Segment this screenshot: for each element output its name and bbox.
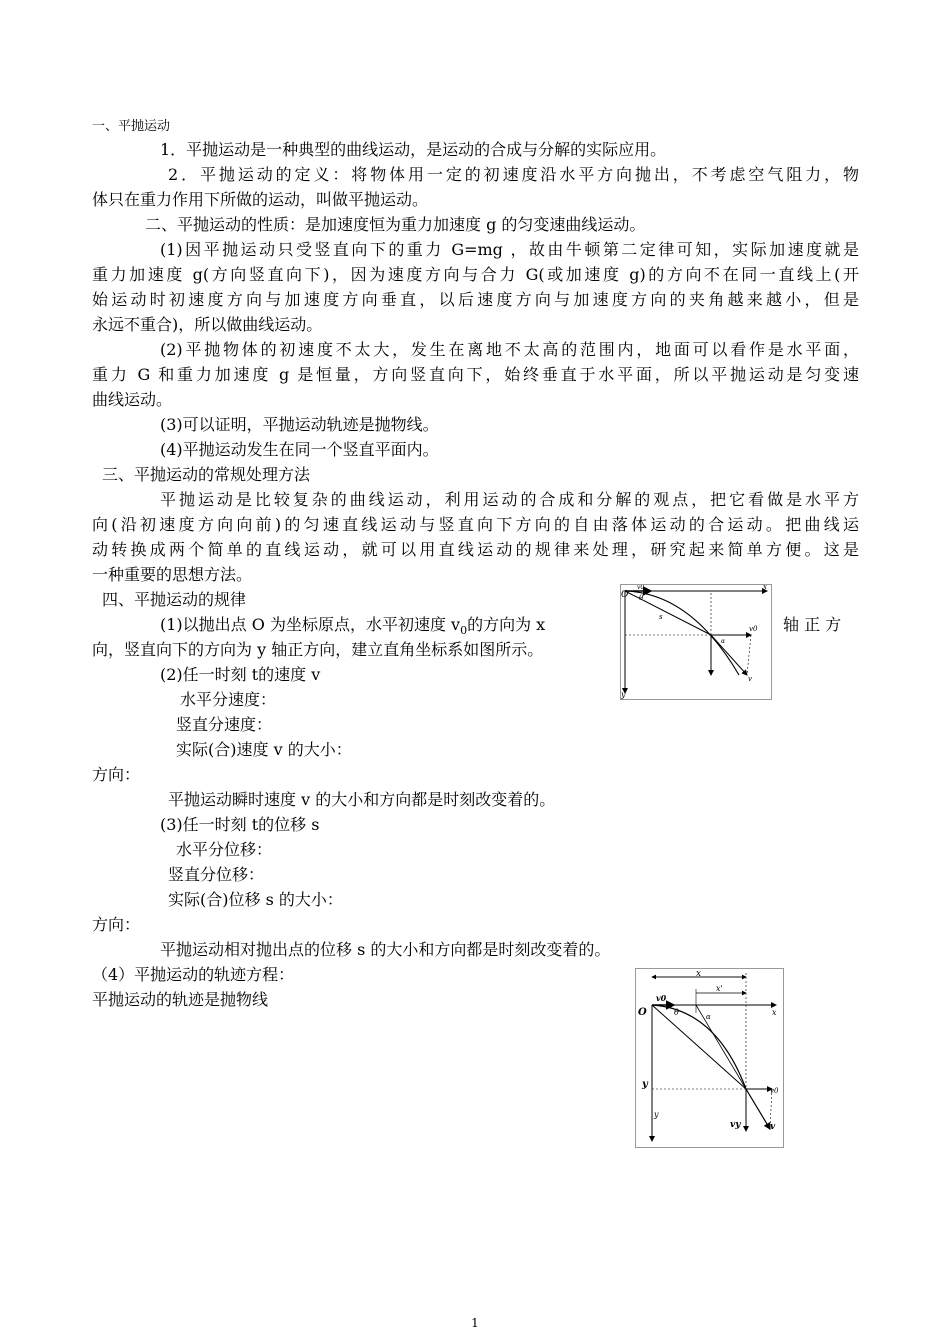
- fig1-dash-diag: [747, 635, 751, 675]
- fig2-label-theta: θ: [674, 1008, 679, 1017]
- fig2-label-y: y: [642, 1079, 648, 1090]
- figure-2-svg: [636, 969, 783, 1147]
- fig2-label-x: x: [696, 969, 702, 979]
- section-3-line-2: 向(沿初速度方向向前)的匀速直线运动与竖直向下方向的自由落体运动的合运动。把曲线运: [92, 515, 859, 534]
- fig2-label-x-axis: x: [772, 1008, 777, 1017]
- rule-2-vertical: 竖直分速度：: [176, 715, 273, 734]
- item-2-line-2: 重力 G 和重力加速度 g 是恒量，方向竖直向下，始终垂直于水平面，所以平抛运动是匀变速: [92, 365, 859, 384]
- fig2-tangent: [696, 1005, 746, 1089]
- fig1-label-s: s: [659, 613, 663, 621]
- item-1-line-1: (1)因平抛运动只受竖直向下的重力 G=mg ，故由牛顿第二定律可知，实际加速度就是: [160, 240, 859, 259]
- rule-3-vertical: 竖直分位移：: [168, 865, 265, 884]
- rule-2-direction: 方向：: [92, 765, 141, 784]
- section-1-title: 一、平抛运动: [92, 119, 171, 134]
- section-3-line-4: 一种重要的思想方法。: [92, 565, 253, 584]
- fig1-label-x: x: [763, 585, 767, 591]
- fig1-label-o: O: [621, 590, 629, 600]
- item-1-line-4: 永远不重合)，所以做曲线运动。: [92, 315, 323, 334]
- fig1-label-y: y: [621, 690, 626, 699]
- fig2-displacement: [652, 1005, 746, 1089]
- fig1-label-v: v: [748, 675, 752, 683]
- rule-3-resultant: 实际(合)位移 s 的大小：: [168, 890, 343, 909]
- rule-4-title: （4）平抛运动的轨迹方程：: [92, 965, 295, 984]
- rule-1-pre: (1)以抛出点 O 为坐标原点，水平初速度 v: [160, 615, 461, 634]
- rule-4-line-2: 平抛运动的轨迹是抛物线: [92, 990, 269, 1009]
- item-4: (4)平抛运动发生在同一个竖直平面内。: [160, 440, 439, 459]
- rule-1-tail: 轴 正 方: [783, 615, 842, 634]
- figure-2: [635, 968, 784, 1148]
- fig2-label-alpha: α: [706, 1013, 711, 1021]
- fig1-trajectory: [625, 591, 739, 675]
- page-number: 1: [471, 1316, 479, 1330]
- rule-1-line-2: 向，竖直向下的方向为 y 轴正方向，建立直角坐标系如图所示。: [92, 640, 544, 659]
- item-1-line-2: 重力加速度 g(方向竖直向下)，因为速度方向与合力 G(或加速度 g)的方向不在同一直线上(开: [92, 265, 859, 284]
- rule-2-resultant: 实际(合)速度 v 的大小：: [176, 740, 352, 759]
- fig1-label-v0-side: v0: [749, 625, 758, 633]
- figure-1: [620, 584, 772, 700]
- fig2-label-v0: v0: [656, 993, 667, 1003]
- paragraph-2-line-1: 2．平抛运动的定义：将物体用一定的初速度沿水平方向抛出，不考虑空气阻力，物: [168, 165, 859, 184]
- rule-3-note: 平抛运动相对抛出点的位移 s 的大小和方向都是时刻改变着的。: [160, 940, 611, 959]
- section-3-line-1: 平抛运动是比较复杂的曲线运动，利用运动的合成和分解的观点，把它看做是水平方: [160, 490, 859, 509]
- fig2-label-o: O: [638, 1007, 647, 1018]
- figure-1-svg: [621, 585, 771, 699]
- item-3: (3)可以证明，平抛运动轨迹是抛物线。: [160, 415, 439, 434]
- rule-2-title: (2)任一时刻 t的速度 v: [160, 665, 321, 684]
- item-2-line-1: (2)平抛物体的初速度不太大，发生在离地不太高的范围内，地面可以看作是水平面，: [160, 340, 859, 359]
- fig1-label-v0-top: v0: [637, 585, 645, 591]
- fig1-label-alpha: α: [721, 638, 726, 645]
- item-2-line-3: 曲线运动。: [92, 390, 173, 409]
- item-1-line-3: 始运动时初速度方向与加速度方向垂直，以后速度方向与加速度方向的夹角越来越小，但是: [92, 290, 859, 309]
- rule-1-post: 的方向为 x: [467, 615, 546, 634]
- rule-2-note: 平抛运动瞬时速度 v 的大小和方向都是时刻改变着的。: [168, 790, 556, 809]
- fig2-v-arrow: [746, 1089, 770, 1129]
- fig2-label-vy: vy: [730, 1120, 741, 1130]
- fig2-label-y-axis: y: [654, 1110, 659, 1119]
- fig1-v-arrow: [711, 635, 747, 675]
- fig2-label-v: v: [770, 1122, 776, 1132]
- section-2-title: 二、平抛运动的性质：是加速度恒为重力加速度 g 的匀变速曲线运动。: [145, 215, 646, 234]
- fig1-displacement: [625, 591, 711, 635]
- paragraph-1: 1．平抛运动是一种典型的曲线运动，是运动的合成与分解的实际应用。: [160, 140, 667, 159]
- section-3-line-3: 动转换成两个简单的直线运动，就可以用直线运动的规律来处理，研究起来简单方便。这是: [92, 540, 859, 559]
- section-4-title: 四、平抛运动的规律: [102, 590, 247, 609]
- rule-1-sub: 0: [460, 624, 468, 637]
- fig2-label-x-prime: x': [716, 984, 723, 993]
- rule-3-direction: 方向：: [92, 915, 141, 934]
- fig1-label-theta: θ: [639, 594, 644, 602]
- rule-3-horizontal: 水平分位移：: [176, 840, 273, 859]
- rule-2-horizontal: 水平分速度：: [180, 690, 277, 709]
- section-3-title: 三、平抛运动的常规处理方法: [102, 465, 311, 484]
- rule-3-title: (3)任一时刻 t的位移 s: [160, 815, 320, 834]
- fig2-label-v0-side: v0: [770, 1087, 779, 1095]
- rule-1-line-1: [160, 615, 545, 635]
- paragraph-2-line-2: 体只在重力作用下所做的运动，叫做平抛运动。: [92, 190, 429, 209]
